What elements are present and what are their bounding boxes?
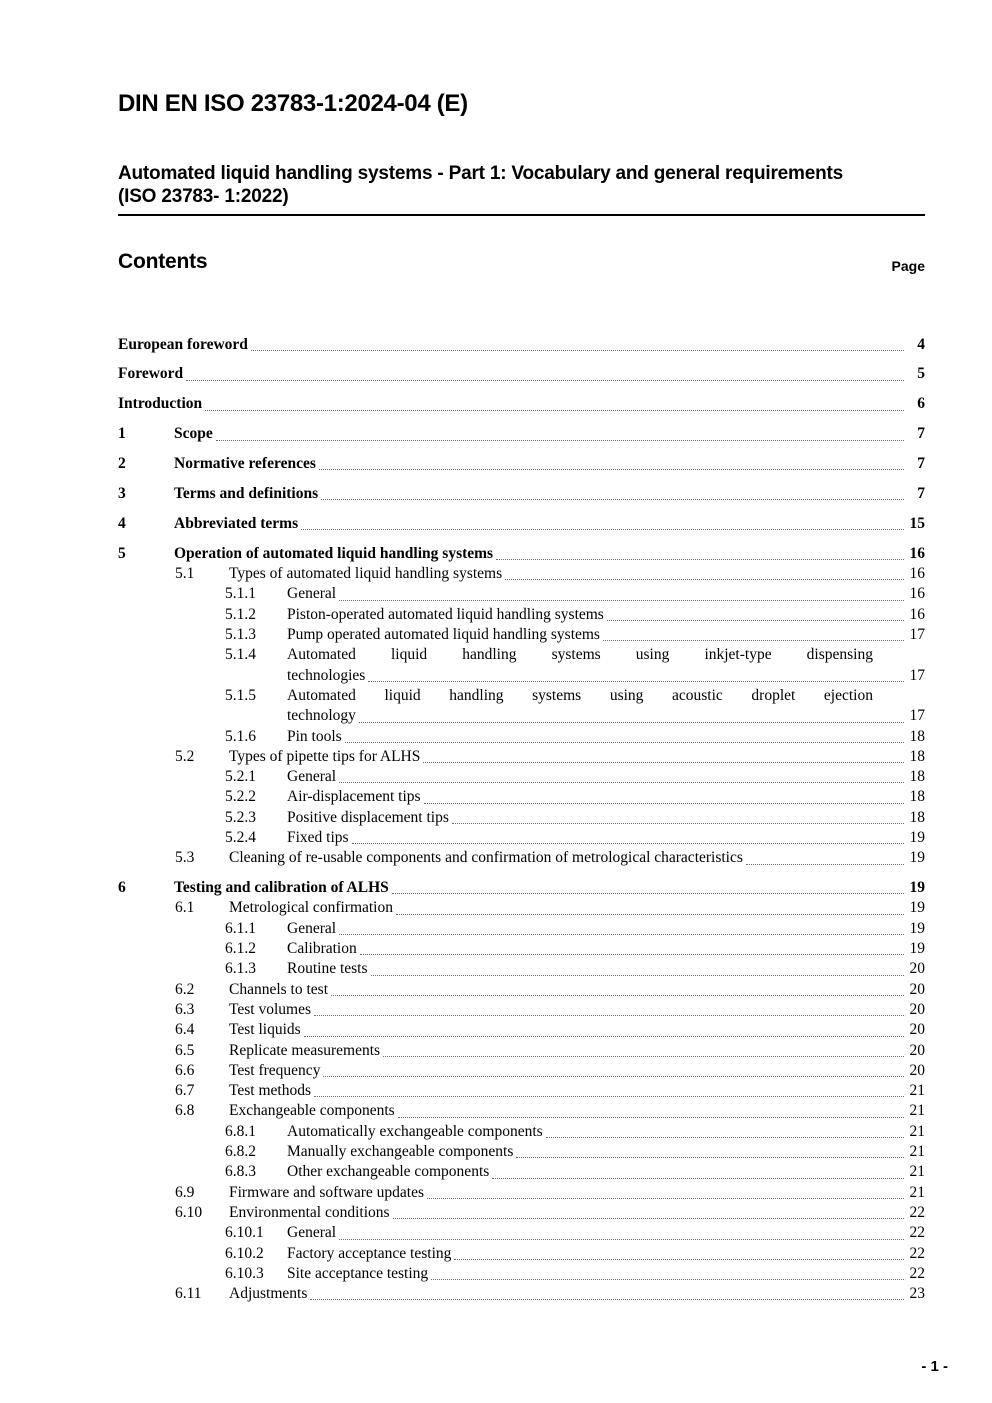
toc-entry	[118, 959, 925, 979]
toc-entry-page: 18	[909, 788, 925, 806]
toc-entry	[118, 605, 925, 625]
toc-entry	[118, 1244, 925, 1264]
toc-entry-title: technologies	[287, 666, 366, 684]
toc-entry-number: 5	[118, 544, 126, 562]
toc-entry-number: 2	[118, 455, 126, 473]
toc-entry-page: 21	[909, 1122, 925, 1140]
toc-entry-page: 21	[909, 1082, 925, 1100]
toc-entry-page: 22	[909, 1203, 925, 1221]
toc-entry-page: 19	[909, 940, 925, 958]
toc-entry-number: 1	[118, 425, 126, 443]
toc-entry-title: Types of pipette tips for ALHS	[229, 747, 421, 765]
toc-entry-page: 21	[909, 1183, 925, 1201]
toc-entry-number: 5.3	[175, 849, 195, 867]
toc-entry-number: 6.8	[175, 1102, 195, 1120]
toc-entry-title: Fixed tips	[287, 828, 349, 846]
dot-leader	[345, 742, 904, 743]
toc-entry-number: 6.8.2	[225, 1143, 256, 1161]
toc-entry-page: 18	[909, 768, 925, 786]
dot-leader	[304, 1036, 904, 1037]
toc-entry-title: Test liquids	[229, 1021, 301, 1039]
table-of-contents	[118, 325, 925, 1304]
toc-entry	[118, 1101, 925, 1121]
page-number-footer: - 1 -	[921, 1358, 948, 1375]
toc-entry-page: 20	[909, 1061, 925, 1079]
toc-entry-number: 6.1.3	[225, 960, 256, 978]
dot-leader	[371, 975, 904, 976]
toc-entry-number: 6	[118, 879, 126, 897]
dot-leader	[331, 995, 904, 996]
toc-entry-number: 5.1.2	[225, 605, 256, 623]
toc-entry-number: 5.1.3	[225, 626, 256, 644]
toc-entry	[118, 1162, 925, 1182]
toc-entry-number: 5.1.1	[225, 585, 256, 603]
dot-leader	[603, 640, 904, 641]
toc-entry-title: Air-displacement tips	[287, 788, 421, 806]
dot-leader	[392, 893, 904, 894]
toc-entry	[118, 584, 925, 604]
toc-entry-number: 5.2.4	[225, 828, 256, 846]
toc-entry	[118, 394, 925, 414]
toc-entry-title: Metrological confirmation	[229, 899, 393, 917]
dot-leader	[321, 499, 904, 500]
toc-entry-number: 5.1.4	[225, 646, 256, 664]
toc-entry	[118, 544, 925, 564]
toc-entry-page: 18	[909, 808, 925, 826]
toc-entry	[118, 424, 925, 444]
toc-entry-number: 6.8.3	[225, 1163, 256, 1181]
toc-entry-number: 6.8.1	[225, 1122, 256, 1140]
toc-entry-page: 17	[909, 666, 925, 684]
dot-leader	[424, 803, 904, 804]
toc-entry	[118, 919, 925, 939]
toc-entry-title: Environmental conditions	[229, 1203, 390, 1221]
toc-entry-number: 5.2.2	[225, 788, 256, 806]
toc-entry-page: 7	[917, 455, 925, 473]
toc-entry-number: 5.2.3	[225, 808, 256, 826]
dot-leader	[427, 1198, 904, 1199]
toc-entry-title: Piston-operated automated liquid handling systems	[287, 605, 604, 623]
toc-entry-number: 5.1.5	[225, 686, 256, 704]
dot-leader	[186, 380, 904, 381]
dot-leader	[360, 954, 904, 955]
toc-entry-title: technology	[287, 707, 356, 725]
toc-entry	[118, 484, 925, 504]
toc-entry	[118, 1264, 925, 1284]
toc-entry-page: 21	[909, 1102, 925, 1120]
toc-entry-number: 3	[118, 485, 126, 503]
toc-entry	[118, 514, 925, 534]
toc-entry	[118, 335, 925, 355]
toc-entry-title: Cleaning of re-usable components and confirmation of metrological characteristics	[229, 849, 743, 867]
dot-leader	[310, 1299, 904, 1300]
toc-entry	[118, 1122, 925, 1142]
toc-entry-title-line2	[287, 666, 925, 686]
toc-entry	[118, 828, 925, 848]
toc-entry-number: 6.4	[175, 1021, 195, 1039]
dot-leader	[396, 914, 904, 915]
toc-entry-number: 6.10.3	[225, 1264, 264, 1282]
toc-entry-page: 15	[909, 514, 925, 532]
document-title-line1: Automated liquid handling systems - Part 1: Vocabulary and general requirements	[118, 163, 844, 184]
toc-entry-page: 16	[909, 605, 925, 623]
dot-leader	[492, 1178, 904, 1179]
toc-entry-page: 21	[909, 1143, 925, 1161]
contents-header	[118, 250, 925, 274]
dot-leader	[368, 681, 904, 682]
toc-entry-number: 5.1.6	[225, 727, 256, 745]
dot-leader	[339, 934, 904, 935]
dot-leader	[546, 1137, 904, 1138]
toc-entry-title-line1: Automated liquid handling systems using inkjet-type dispensing	[287, 646, 873, 664]
toc-entry	[118, 1061, 925, 1081]
dot-leader	[423, 762, 904, 763]
toc-entry	[118, 980, 925, 1000]
toc-entry-title: Test volumes	[229, 1000, 312, 1018]
toc-entry-number: 6.9	[175, 1183, 195, 1201]
toc-entry-number: 6.6	[175, 1061, 195, 1079]
toc-entry-page: 20	[909, 1000, 925, 1018]
toc-entry-page: 5	[917, 365, 925, 383]
toc-entry-page: 16	[909, 565, 925, 583]
toc-entry-title: Routine tests	[287, 960, 368, 978]
toc-entry	[118, 1000, 925, 1020]
toc-entry-page: 18	[909, 747, 925, 765]
toc-entry-title-line2	[287, 706, 925, 726]
toc-entry	[118, 1020, 925, 1040]
toc-entry-number: 5.2.1	[225, 768, 256, 786]
toc-entry-page: 18	[909, 727, 925, 745]
dot-leader	[216, 440, 904, 441]
toc-entry-title: Scope	[174, 425, 213, 443]
toc-entry-page: 20	[909, 1041, 925, 1059]
toc-entry	[118, 564, 925, 584]
toc-entry-title: Foreword	[118, 365, 184, 383]
toc-entry-page: 17	[909, 626, 925, 644]
toc-entry-number: 6.1.2	[225, 940, 256, 958]
toc-entry-number: 6.10.1	[225, 1224, 264, 1242]
toc-entry-page: 19	[909, 849, 925, 867]
toc-entry	[118, 1142, 925, 1162]
toc-entry-page: 19	[909, 919, 925, 937]
toc-entry	[118, 808, 925, 828]
toc-entry-number: 4	[118, 514, 126, 532]
toc-entry-title-line1: Automated liquid handling systems using acoustic droplet ejection	[287, 686, 873, 704]
toc-entry-page: 17	[909, 707, 925, 725]
toc-entry-number: 6.1.1	[225, 919, 256, 937]
toc-entry-title: General	[287, 919, 337, 937]
dot-leader	[352, 843, 904, 844]
toc-entry	[118, 1041, 925, 1061]
toc-entry-title-block	[287, 645, 925, 686]
toc-entry	[118, 727, 925, 747]
toc-entry-title: Firmware and software updates	[229, 1183, 424, 1201]
toc-entry-number: 5.1	[175, 565, 195, 583]
toc-entry-number: 6.3	[175, 1000, 195, 1018]
toc-entry-title: Replicate measurements	[229, 1041, 381, 1059]
toc-entry	[118, 848, 925, 868]
toc-entry	[118, 1081, 925, 1101]
toc-entry	[118, 1284, 925, 1304]
dot-leader	[393, 1218, 904, 1219]
toc-entry-page: 20	[909, 1021, 925, 1039]
toc-entry-page: 22	[909, 1224, 925, 1242]
toc-entry-title: Other exchangeable components	[287, 1163, 490, 1181]
dot-leader	[454, 1259, 904, 1260]
toc-entry-page: 7	[917, 425, 925, 443]
dot-leader	[746, 864, 904, 865]
dot-leader	[319, 469, 904, 470]
toc-entry	[118, 747, 925, 767]
toc-entry-number: 6.5	[175, 1041, 195, 1059]
toc-entry-page: 19	[909, 899, 925, 917]
toc-entry-title: Test frequency	[229, 1061, 321, 1079]
toc-entry	[118, 645, 925, 686]
toc-entry-title: Adjustments	[229, 1285, 308, 1303]
toc-entry-title: Testing and calibration of ALHS	[174, 879, 389, 897]
toc-entry-title: Channels to test	[229, 980, 329, 998]
toc-entry-number: 6.11	[175, 1285, 202, 1303]
toc-entry-number: 6.1	[175, 899, 195, 917]
toc-entry-page: 7	[917, 485, 925, 503]
toc-entry-title: Introduction	[118, 395, 203, 413]
toc-entry-page: 19	[909, 879, 925, 897]
toc-entry-page: 21	[909, 1163, 925, 1181]
document-title	[118, 162, 925, 216]
toc-entry	[118, 454, 925, 474]
toc-entry-title: Exchangeable components	[229, 1102, 395, 1120]
toc-entry-title: Calibration	[287, 940, 357, 958]
toc-entry-title: Manually exchangeable components	[287, 1143, 514, 1161]
contents-heading: Contents	[118, 250, 208, 273]
dot-leader	[496, 559, 904, 560]
toc-entry-page: 22	[909, 1244, 925, 1262]
toc-entry-title-block	[287, 686, 925, 727]
toc-entry-page: 20	[909, 960, 925, 978]
toc-entry	[118, 1183, 925, 1203]
toc-entry-title: Pin tools	[287, 727, 342, 745]
page-column-label: Page	[891, 258, 925, 274]
toc-entry-title: Test methods	[229, 1082, 312, 1100]
toc-entry-page: 23	[909, 1285, 925, 1303]
toc-entry-title: Abbreviated terms	[174, 514, 299, 532]
dot-leader	[607, 620, 904, 621]
toc-entry-page: 6	[917, 395, 925, 413]
dot-leader	[314, 1096, 904, 1097]
toc-entry-page: 22	[909, 1264, 925, 1282]
dot-leader	[323, 1076, 904, 1077]
document-number: DIN EN ISO 23783-1:2024-04 (E)	[118, 90, 468, 117]
toc-entry	[118, 767, 925, 787]
dot-leader	[339, 1239, 904, 1240]
dot-leader	[251, 350, 904, 351]
toc-entry-title: Site acceptance testing	[287, 1264, 429, 1282]
toc-entry-number: 6.2	[175, 980, 195, 998]
toc-entry-page: 20	[909, 980, 925, 998]
dot-leader	[398, 1117, 904, 1118]
toc-entry-title: European foreword	[118, 335, 248, 353]
toc-entry-page: 19	[909, 828, 925, 846]
toc-entry	[118, 1203, 925, 1223]
toc-entry-title: Pump operated automated liquid handling systems	[287, 626, 600, 644]
dot-leader	[339, 782, 904, 783]
toc-entry	[118, 625, 925, 645]
toc-entry-page: 16	[909, 585, 925, 603]
toc-entry-title: Positive displacement tips	[287, 808, 449, 826]
toc-entry	[118, 364, 925, 384]
toc-entry-title: General	[287, 585, 337, 603]
toc-entry-title: Automatically exchangeable components	[287, 1122, 543, 1140]
dot-leader	[359, 722, 904, 723]
toc-entry-page: 16	[909, 544, 925, 562]
toc-entry	[118, 898, 925, 918]
toc-entry-number: 6.7	[175, 1082, 195, 1100]
toc-entry	[118, 1223, 925, 1243]
toc-entry-title: Types of automated liquid handling systems	[229, 565, 503, 583]
toc-entry-page: 4	[917, 335, 925, 353]
toc-entry-title: Normative references	[174, 455, 316, 473]
dot-leader	[383, 1056, 904, 1057]
dot-leader	[452, 823, 904, 824]
dot-leader	[205, 410, 904, 411]
document-title-line2: (ISO 23783- 1:2022)	[118, 186, 289, 207]
dot-leader	[314, 1015, 904, 1016]
toc-entry-title: General	[287, 1224, 337, 1242]
toc-entry	[118, 787, 925, 807]
dot-leader	[301, 529, 904, 530]
toc-entry-number: 6.10.2	[225, 1244, 264, 1262]
dot-leader	[339, 600, 904, 601]
toc-entry	[118, 686, 925, 727]
dot-leader	[431, 1279, 904, 1280]
toc-entry-title: Operation of automated liquid handling systems	[174, 544, 494, 562]
toc-entry-title: General	[287, 768, 337, 786]
toc-entry	[118, 939, 925, 959]
dot-leader	[516, 1157, 904, 1158]
toc-entry	[118, 878, 925, 898]
dot-leader	[505, 579, 904, 580]
toc-entry-number: 5.2	[175, 747, 195, 765]
toc-entry-title: Terms and definitions	[174, 485, 319, 503]
toc-entry-number: 6.10	[175, 1203, 203, 1221]
toc-entry-title: Factory acceptance testing	[287, 1244, 452, 1262]
